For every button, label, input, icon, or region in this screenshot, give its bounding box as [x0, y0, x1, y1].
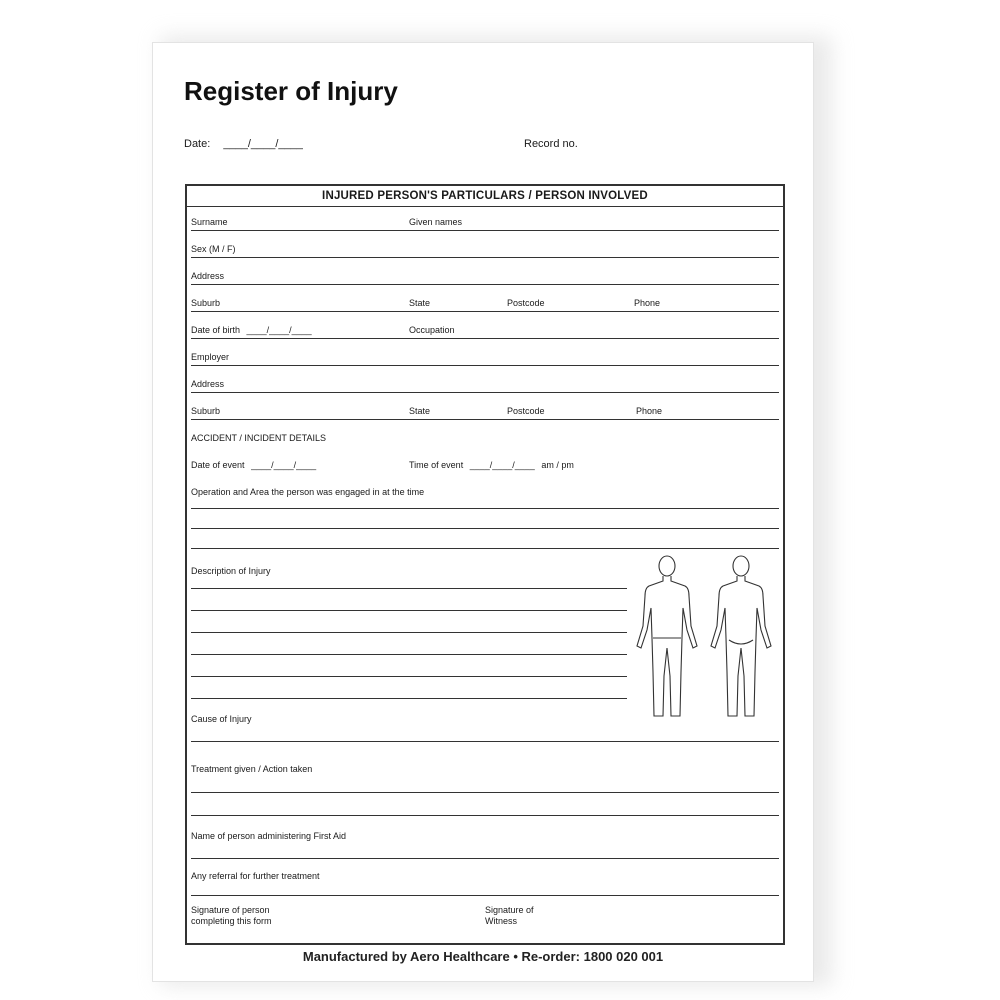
treatment-line-1[interactable]	[191, 792, 779, 793]
signature-witness-line1: Signature of	[485, 905, 534, 915]
signature-witness-line2: Witness	[485, 916, 518, 926]
signature-person-label	[191, 905, 272, 927]
dob-text: Date of birth	[191, 325, 241, 335]
description-line-2[interactable]	[191, 610, 627, 611]
date-blank: ____/____/____	[223, 138, 303, 150]
cause-label: Cause of Injury	[191, 714, 252, 724]
accident-header: ACCIDENT / INCIDENT DETAILS	[191, 433, 327, 443]
sex-line[interactable]	[191, 257, 779, 258]
postcode-label: Postcode	[507, 298, 545, 308]
dob-blank: ____/____/____	[246, 325, 312, 335]
date-field[interactable]	[184, 138, 303, 150]
time-of-event-text: Time of event	[409, 460, 464, 470]
address-line[interactable]	[191, 284, 779, 285]
occupation-label: Occupation	[409, 325, 455, 335]
employer-label: Employer	[191, 352, 230, 362]
footer-text: Manufactured by Aero Healthcare • Re-order: 1800 020 001	[302, 949, 664, 964]
address2-line[interactable]	[191, 392, 779, 393]
phone-label: Phone	[634, 298, 661, 308]
first-aid-label: Name of person administering First Aid	[191, 831, 347, 841]
body-outline-figures	[625, 552, 785, 722]
operation-line-2[interactable]	[191, 528, 779, 529]
operation-label: Operation and Area the person was engaged in at the time	[191, 487, 425, 497]
suburb2-label: Suburb	[191, 406, 221, 416]
address2-label: Address	[191, 379, 225, 389]
date-of-event-blank: ____/____/____	[251, 460, 317, 470]
signature-person-line2: completing this form	[191, 916, 272, 926]
given-names-label: Given names	[409, 217, 463, 227]
record-label: Record no.	[524, 138, 578, 150]
state-label: State	[409, 298, 431, 308]
treatment-label: Treatment given / Action taken	[191, 764, 313, 774]
date-of-event-label	[191, 460, 316, 470]
date-of-event-text: Date of event	[191, 460, 245, 470]
body-diagram	[625, 552, 785, 727]
dob-line[interactable]	[191, 338, 779, 339]
description-line-3[interactable]	[191, 632, 627, 633]
signature-witness-label	[485, 905, 534, 927]
operation-line-1[interactable]	[191, 508, 779, 509]
address-label: Address	[191, 271, 225, 281]
description-line-1[interactable]	[191, 588, 627, 589]
first-aid-line[interactable]	[191, 858, 779, 859]
employer-line[interactable]	[191, 365, 779, 366]
cause-line[interactable]	[191, 741, 779, 742]
treatment-line-2[interactable]	[191, 815, 779, 816]
date-label: Date:	[184, 138, 211, 150]
signature-person-line1: Signature of person	[191, 905, 270, 915]
form-sheet	[152, 42, 814, 982]
section-header: INJURED PERSON'S PARTICULARS / PERSON INVOLVED	[187, 186, 783, 207]
time-of-event-blank: ____/____/____	[469, 460, 535, 470]
suburb-line[interactable]	[191, 311, 779, 312]
record-number-field[interactable]	[524, 138, 578, 150]
suburb-label: Suburb	[191, 298, 221, 308]
surname-label: Surname	[191, 217, 228, 227]
description-line-5[interactable]	[191, 676, 627, 677]
description-line-6[interactable]	[191, 698, 627, 699]
time-of-event-label	[409, 460, 574, 470]
description-label: Description of Injury	[191, 566, 271, 576]
am-pm-text: am / pm	[541, 460, 574, 470]
suburb2-line[interactable]	[191, 419, 779, 420]
referral-label: Any referral for further treatment	[191, 871, 320, 881]
form-title: Register of Injury	[184, 76, 398, 106]
surname-line[interactable]	[191, 230, 779, 231]
postcode2-label: Postcode	[507, 406, 545, 416]
description-line-4[interactable]	[191, 654, 627, 655]
operation-line-3[interactable]	[191, 548, 779, 549]
state2-label: State	[409, 406, 431, 416]
sex-label: Sex (M / F)	[191, 244, 236, 254]
dob-label	[191, 325, 312, 335]
referral-line[interactable]	[191, 895, 779, 896]
phone2-label: Phone	[636, 406, 663, 416]
